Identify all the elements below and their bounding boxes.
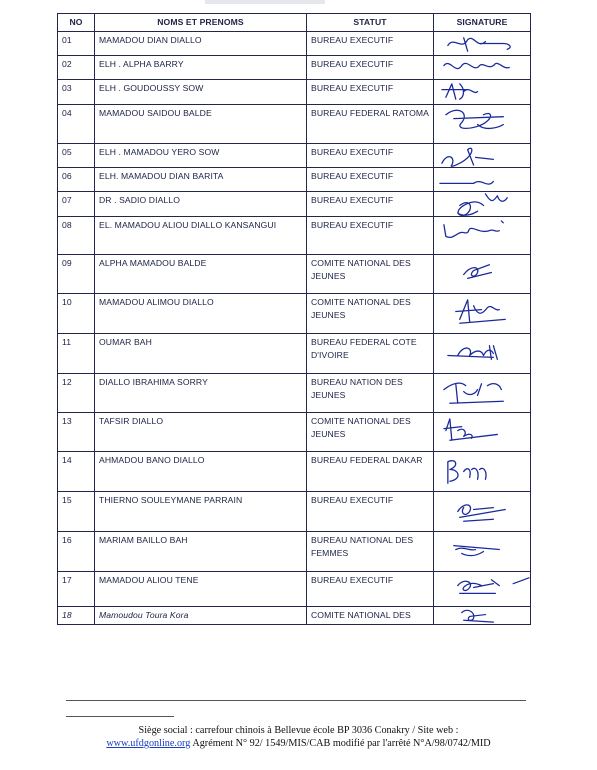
signature-cell — [434, 334, 531, 374]
signature-cell — [434, 413, 531, 452]
table-row — [58, 168, 531, 192]
signature-stroke — [448, 38, 510, 51]
signature-cell — [434, 532, 531, 572]
handwritten-signature — [434, 492, 530, 531]
member-name: MAMADOU ALIMOU DIALLO — [95, 294, 307, 334]
signature-stroke — [458, 578, 529, 594]
table-row — [58, 217, 531, 255]
header-no: NO — [58, 14, 95, 32]
signature-cell — [434, 144, 531, 168]
signature-stroke — [464, 265, 492, 279]
signature-stroke — [456, 300, 505, 323]
signature-table — [57, 13, 531, 625]
signature-cell — [434, 192, 531, 217]
member-name: ALPHA MAMADOU BALDE — [95, 255, 307, 294]
handwritten-signature — [434, 255, 530, 293]
signature-stroke — [444, 383, 503, 403]
handwritten-signature — [434, 532, 530, 571]
member-name: ELH . ALPHA BARRY — [95, 56, 307, 80]
handwritten-signature — [434, 32, 530, 55]
handwritten-signature — [434, 168, 530, 191]
table-row — [58, 413, 531, 452]
table-row — [58, 374, 531, 413]
signature-cell — [434, 452, 531, 492]
member-status: BUREAU FEDERAL RATOMA — [307, 105, 434, 144]
handwritten-signature — [434, 192, 530, 216]
row-number: 06 — [58, 168, 95, 192]
row-number: 07 — [58, 192, 95, 217]
member-status: BUREAU EXECUTIF — [307, 217, 434, 255]
member-name: ELH. MAMADOU DIAN BARITA — [95, 168, 307, 192]
table-row — [58, 334, 531, 374]
handwritten-signature — [434, 374, 530, 412]
member-name: OUMAR BAH — [95, 334, 307, 374]
signature-stroke — [454, 546, 500, 556]
table-row — [58, 56, 531, 80]
table-row — [58, 294, 531, 334]
row-number: 03 — [58, 80, 95, 105]
table-row — [58, 452, 531, 492]
handwritten-signature — [434, 452, 530, 491]
signature-cell — [434, 572, 531, 607]
signature-cell — [434, 168, 531, 192]
signature-cell — [434, 294, 531, 334]
row-number: 17 — [58, 572, 95, 607]
row-number: 14 — [58, 452, 95, 492]
signature-cell — [434, 607, 531, 625]
header-status: STATUT — [307, 14, 434, 32]
member-name: Mamoudou Toura Kora — [95, 607, 307, 625]
signature-stroke — [444, 419, 497, 440]
row-number: 05 — [58, 144, 95, 168]
member-status: BUREAU FEDERAL COTE D'IVOIRE — [307, 334, 434, 374]
footer-line-2 — [40, 737, 557, 750]
row-number: 08 — [58, 217, 95, 255]
row-number: 16 — [58, 532, 95, 572]
row-number: 02 — [58, 56, 95, 80]
row-number: 09 — [58, 255, 95, 294]
handwritten-signature — [434, 80, 530, 104]
member-status: BUREAU EXECUTIF — [307, 80, 434, 105]
row-number: 10 — [58, 294, 95, 334]
footer-rule — [66, 700, 526, 701]
handwritten-signature — [434, 334, 530, 373]
table-row — [58, 532, 531, 572]
handwritten-signature — [434, 144, 530, 167]
handwritten-signature — [434, 105, 530, 143]
signature-cell — [434, 492, 531, 532]
handwritten-signature — [434, 572, 530, 606]
footer-line-1: Siège social : carrefour chinois à Bellevue école BP 3036 Conakry / Site web : — [138, 725, 459, 736]
member-status: COMITE NATIONAL DES JEUNES — [307, 294, 434, 334]
row-number: 01 — [58, 32, 95, 56]
signature-cell — [434, 255, 531, 294]
table-row — [58, 144, 531, 168]
signature-stroke — [448, 346, 497, 360]
table-row — [58, 105, 531, 144]
signature-cell — [434, 217, 531, 255]
handwritten-signature — [434, 413, 530, 451]
row-number: 04 — [58, 105, 95, 144]
member-status: COMITE NATIONAL DES JEUNES — [307, 255, 434, 294]
member-status: BUREAU EXECUTIF — [307, 168, 434, 192]
member-status: BUREAU EXECUTIF — [307, 572, 434, 607]
member-name: AHMADOU BANO DIALLO — [95, 452, 307, 492]
row-number: 15 — [58, 492, 95, 532]
member-name: EL. MAMADOU ALIOU DIALLO KANSANGUI — [95, 217, 307, 255]
row-number: 12 — [58, 374, 95, 413]
member-status: COMITE NATIONAL DES — [307, 607, 434, 625]
header-name: NOMS ET PRENOMS — [95, 14, 307, 32]
member-status: BUREAU EXECUTIF — [307, 56, 434, 80]
header-signature: SIGNATURE — [434, 14, 531, 32]
signature-cell — [434, 105, 531, 144]
member-name: ELH . MAMADOU YERO SOW — [95, 144, 307, 168]
footer-address — [40, 724, 557, 750]
member-status: BUREAU NATIONAL DES FEMMES — [307, 532, 434, 572]
member-name: MAMADOU DIAN DIALLO — [95, 32, 307, 56]
header-strip — [205, 0, 325, 4]
member-status: BUREAU EXECUTIF — [307, 492, 434, 532]
signature-stroke — [442, 84, 478, 99]
table-row — [58, 492, 531, 532]
member-name: DIALLO IBRAHIMA SORRY — [95, 374, 307, 413]
table-row — [58, 80, 531, 105]
table-header-row — [58, 14, 531, 32]
member-status: COMITE NATIONAL DES JEUNES — [307, 413, 434, 452]
table-row — [58, 572, 531, 607]
handwritten-signature — [434, 217, 530, 254]
signature-cell — [434, 32, 531, 56]
member-status: BUREAU EXECUTIF — [307, 32, 434, 56]
table-row — [58, 192, 531, 217]
signature-stroke — [440, 181, 493, 184]
row-number: 11 — [58, 334, 95, 374]
member-name: DR . SADIO DIALLO — [95, 192, 307, 217]
footer-rule-short — [66, 716, 174, 717]
signature-cell — [434, 56, 531, 80]
member-name: TAFSIR DIALLO — [95, 413, 307, 452]
member-name: MAMADOU ALIOU TENE — [95, 572, 307, 607]
member-name: MAMADOU SAIDOU BALDE — [95, 105, 307, 144]
website-link[interactable]: www.ufdgonline.org — [106, 738, 191, 749]
member-status: BUREAU EXECUTIF — [307, 192, 434, 217]
handwritten-signature — [434, 607, 530, 624]
handwritten-signature — [434, 56, 530, 79]
member-name: MARIAM BAILLO BAH — [95, 532, 307, 572]
member-status: BUREAU EXECUTIF — [307, 144, 434, 168]
table-row — [58, 607, 531, 625]
table-row — [58, 32, 531, 56]
signature-stroke — [448, 461, 486, 484]
signature-stroke — [442, 148, 493, 166]
handwritten-signature — [434, 294, 530, 333]
footer-approval: Agrément N° 92/ 1549/MIS/CAB modifié par l'arrêté N°A/98/0742/MID — [190, 738, 491, 749]
row-number: 18 — [58, 607, 95, 625]
signature-cell — [434, 80, 531, 105]
signature-stroke — [444, 63, 509, 68]
table-row — [58, 255, 531, 294]
signature-stroke — [462, 610, 494, 622]
row-number: 13 — [58, 413, 95, 452]
member-status: BUREAU FEDERAL DAKAR — [307, 452, 434, 492]
member-name: THIERNO SOULEYMANE PARRAIN — [95, 492, 307, 532]
signature-stroke — [446, 110, 503, 128]
signature-stroke — [444, 221, 503, 238]
member-status: BUREAU NATION DES JEUNES — [307, 374, 434, 413]
signature-cell — [434, 374, 531, 413]
signature-stroke — [458, 194, 507, 216]
signature-stroke — [458, 505, 506, 521]
member-name: ELH . GOUDOUSSY SOW — [95, 80, 307, 105]
